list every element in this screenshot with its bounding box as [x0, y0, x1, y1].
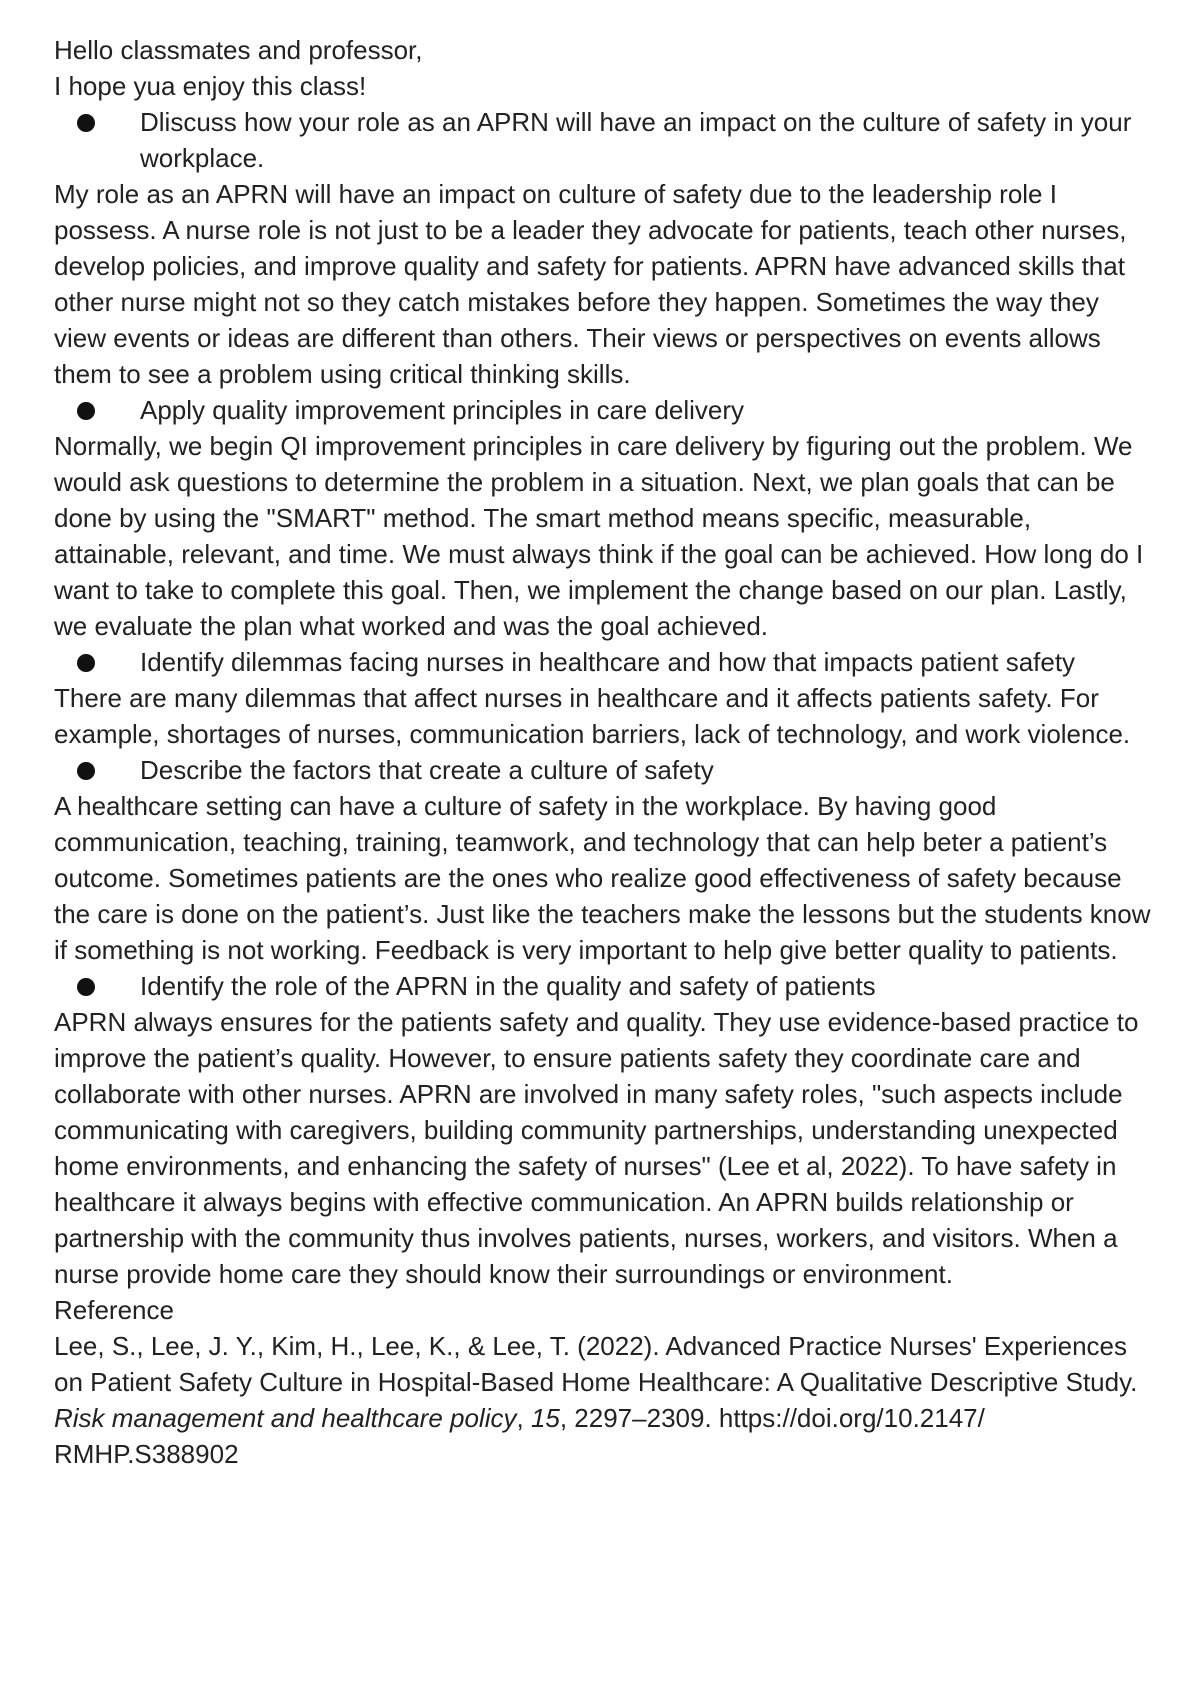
bullet-icon — [77, 402, 95, 420]
answer-paragraph: Normally, we begin QI improvement principles in care delivery by figuring out the problem. We would ask questions to determine the problem in a situation. Next, we plan goals that can be done by using the "SMART" method. The smart method means specific, measurable, attainable, relevant, and time. We must always think if the goal can be achieved. How long do I want to take to complete this goal. Then, we implement the change based on our plan. Lastly, we evaluate the plan what worked and was the goal achieved. — [54, 431, 1144, 641]
reference-separator: , — [516, 1403, 531, 1433]
reference-volume: 15 — [530, 1403, 560, 1433]
question-text: Apply quality improvement principles in care delivery — [140, 395, 745, 425]
bullet-icon — [77, 762, 95, 780]
question-text: Describe the factors that create a culture of safety — [140, 755, 714, 785]
bullet-item — [54, 752, 1154, 788]
reference-journal: Risk management and healthcare policy — [54, 1403, 517, 1433]
reference-authors-title: Lee, S., Lee, J. Y., Kim, H., Lee, K., & Lee, T. (2022). Advanced Practice Nurses' Experiences on Patient Safety Culture in Hospital-Based Home Healthcare: A Qualitative Descriptive Study. — [54, 1331, 1138, 1397]
answer-paragraph: APRN always ensures for the patients safety and quality. They use evidence-based practice to improve the patient’s quality. However, to ensure patients safety they coordinate care and collaborate with other nurses. APRN are involved in many safety roles, "such aspects include communicating with caregivers, building community partnerships, understanding unexpected home environments, and enhancing the safety of nurses" (Lee et al, 2022). To have safety in healthcare it always begins with effective communication. An APRN builds relationship or partnership with the community thus involves patients, nurses, workers, and visitors. When a nurse provide home care they should know their surroundings or environment. — [54, 1007, 1139, 1289]
bullet-icon — [77, 114, 95, 132]
bullet-item — [54, 104, 1154, 176]
answer-paragraph: A healthcare setting can have a culture of safety in the workplace. By having good communication, teaching, training, teamwork, and technology that can help beter a patient’s outcome. Sometimes patients are the ones who realize good effectiveness of safety because the care is done on the patient’s. Just like the teachers make the lessons but the students know if something is not working. Feedback is very important to help give better quality to patients. — [54, 791, 1151, 965]
bullet-icon — [77, 978, 95, 996]
reference-pages-doi: , 2297–2309. https://doi.org/10.2147/ RMHP.S388902 — [54, 1403, 985, 1469]
question-text: Identify dilemmas facing nurses in healthcare and how that impacts patient safety — [140, 647, 1076, 677]
bullet-icon — [77, 654, 95, 672]
answer-paragraph: There are many dilemmas that affect nurses in healthcare and it affects patients safety. For example, shortages of nurses, communication barriers, lack of technology, and work violence. — [54, 683, 1131, 749]
bullet-item — [54, 392, 1154, 428]
answer-paragraph: My role as an APRN will have an impact on culture of safety due to the leadership role I possess. A nurse role is not just to be a leader they advocate for patients, teach other nurses, develop policies, and improve quality and safety for patients. APRN have advanced skills that other nurse might not so they catch mistakes before they happen. Sometimes the way they view events or ideas are different than others. Their views or perspectives on events allows them to see a problem using critical thinking skills. — [54, 179, 1127, 389]
greeting: Hello classmates and professor, — [54, 35, 423, 65]
bullet-item — [54, 968, 1154, 1004]
question-text: Identify the role of the APRN in the quality and safety of patients — [140, 971, 876, 1001]
question-text: Dliscuss how your role as an APRN will have an impact on the culture of safety in your workplace. — [140, 107, 1132, 173]
bullet-item — [54, 644, 1154, 680]
intro-line: I hope yua enjoy this class! — [54, 71, 367, 101]
document-page — [54, 32, 1154, 1472]
reference-citation — [54, 1328, 1154, 1472]
reference-heading: Reference — [54, 1295, 174, 1325]
